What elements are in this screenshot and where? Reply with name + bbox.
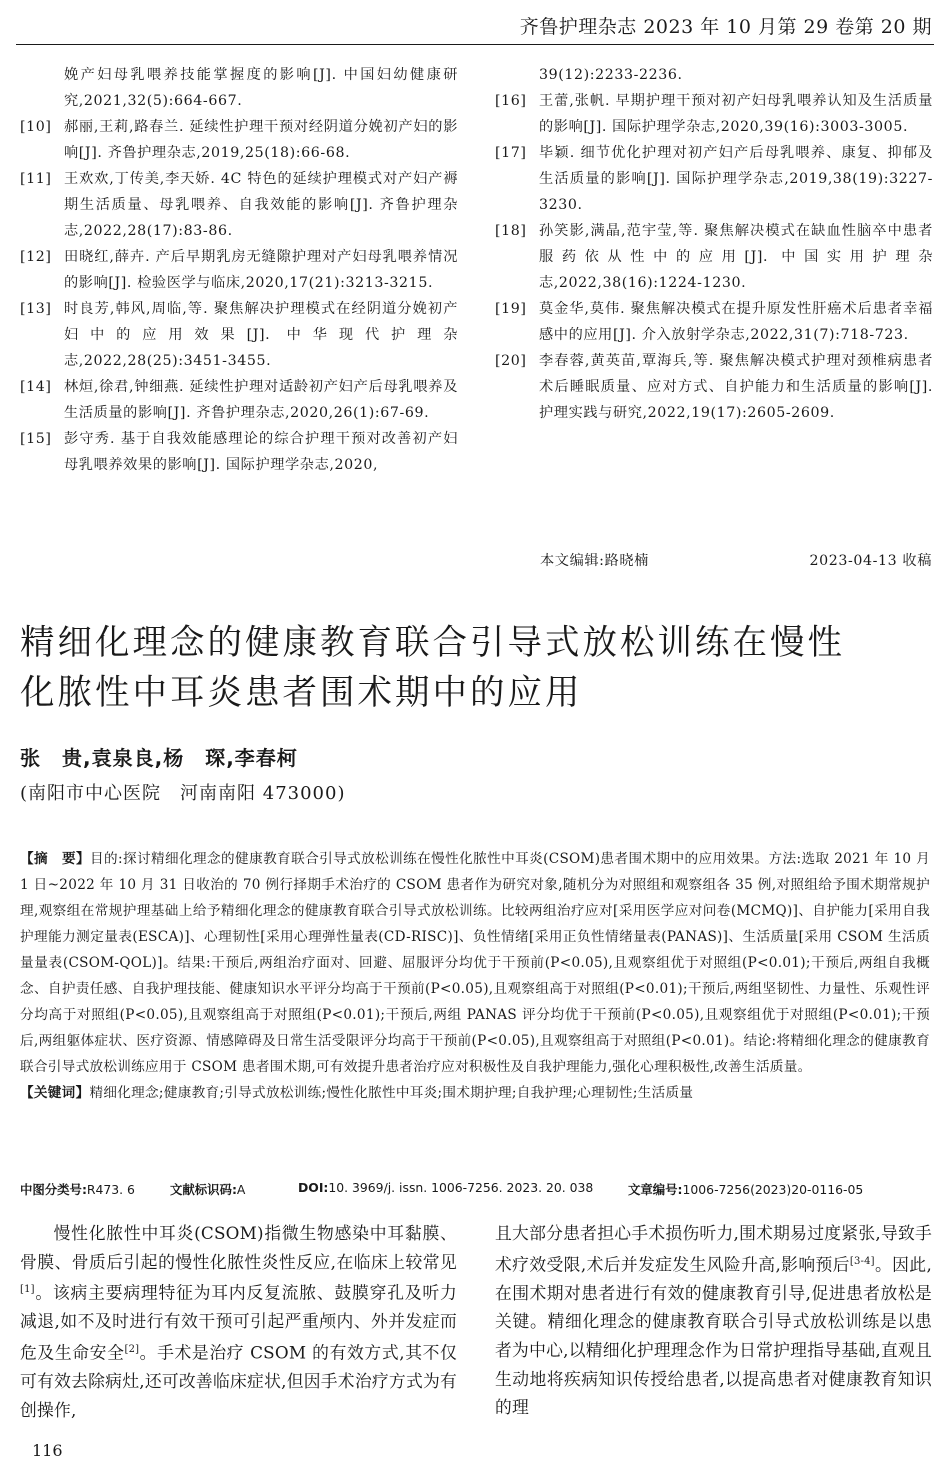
reference-text: 毕颖. 细节优化护理对初产妇产后母乳喂养、康复、抑郁及生活质量的影响[J]. 国际护理学杂志,2019,38(19):3227-3230. bbox=[539, 145, 933, 213]
received-date: 2023-04-13 收稿 bbox=[809, 553, 932, 569]
reference-number: [11] bbox=[20, 171, 52, 187]
body-text-left bbox=[20, 1219, 457, 1424]
reference-text: 李春蓉,黄英苗,覃海兵,等. 聚焦解决模式护理对颈椎病患者术后睡眠质量、应对方式、自护能力和生活质量的影响[J]. 护理实践与研究,2022,19(17):2605-2609. bbox=[539, 353, 933, 421]
reference-number bbox=[20, 62, 64, 114]
reference-item bbox=[20, 62, 458, 114]
abstract-paragraph bbox=[20, 846, 930, 1080]
doi-value: 10. 3969/j. issn. 1006-7256. 2023. 20. 038 bbox=[328, 1180, 594, 1195]
body-left-part-c: 。手术是治疗 CSOM 的有效方式,其不仅可有效去除病灶,还可改善临床症状,但因手术治疗方式为有创操作, bbox=[20, 1342, 458, 1420]
reference-item bbox=[495, 62, 933, 88]
reference-item bbox=[20, 244, 458, 296]
page-number: 116 bbox=[32, 1441, 63, 1460]
reference-text: 王欢欢,丁传美,李天娇. 4C 特色的延续护理模式对产妇产褥期生活质量、母乳喂养、自我效能的影响[J]. 齐鲁护理杂志,2022,28(17):83-86. bbox=[64, 171, 458, 239]
reference-number: [14] bbox=[20, 379, 52, 395]
classification-line bbox=[20, 1180, 930, 1198]
editor-name: 本文编辑:路晓楠 bbox=[540, 553, 649, 569]
references-right-column bbox=[495, 62, 933, 426]
header-rule bbox=[16, 44, 934, 45]
clc-item bbox=[20, 1180, 170, 1198]
abstract-text: 目的:探讨精细化理念的健康教育联合引导式放松训练在慢性化脓性中耳炎(CSOM)患者围术期中的应用效果。方法:选取 2021 年 10 月 1 日~2022 年 10 月 31 日收治的 70 例行择期手术治疗的 CSOM 患者作为研究对象,随机分为对照组和观察组各 35 例,对照组给予围术期常规护理,观察组在常规护理基础上给予精细化理念的健康教育联合引导式放松训练。比较两组治疗应对[采用医学应对问卷(MCMQ)]、自护能力[采用自我护理能力测定量表(ESCA)]、心理韧性[采用心理弹性量表(CD-RISC)]、负性情绪[采用正负性情绪量表(PANAS)]、生活质量[采用 CSOM 生活质量量表(CSOM-QOL)]。结果:干预后,两组治疗面对、回避、屈服评分均优于干预前(P<0.05),且观察组优于对照组(P<0.01);干预后,两组自我概念、自护责任感、自我护理技能、健康知识水平评分均高于干预前(P<0.05),且观察组高于对照组(P<0.01);干预后,两组坚韧性、力量性、乐观性评分均高于对照组(P<0.05),且观察组高于对照组(P<0.01);干预后,两组 PANAS 评分均优于干预前(P<0.05),且观察组优于对照组(P<0.01);干预后,两组躯体症状、医疗资源、情感障碍及日常生活受限评分均高于干预前(P<0.05),且观察组高于对照组(P<0.01)。结论:将精细化理念的健康教育联合引导式放松训练应用于 CSOM 患者围术期,可有效提升患者治疗应对积极性及自我护理能力,强化心理积极性,改善生活质量。 bbox=[20, 851, 931, 1075]
reference-item bbox=[20, 296, 458, 374]
reference-number: [15] bbox=[20, 431, 52, 447]
reference-item bbox=[495, 348, 933, 426]
reference-text: 莫金华,莫伟. 聚焦解决模式在提升原发性肝癌术后患者幸福感中的应用[J]. 介入放射学杂志,2022,31(7):718-723. bbox=[539, 301, 933, 343]
abstract-label: 【摘 要】 bbox=[20, 851, 91, 867]
affiliation: (南阳市中心医院 河南南阳 473000) bbox=[20, 783, 346, 804]
reference-number: [16] bbox=[495, 93, 527, 109]
clc-value: R473. 6 bbox=[86, 1182, 135, 1197]
reference-item bbox=[20, 114, 458, 166]
reference-text: 林烜,徐君,钟细燕. 延续性护理对适龄初产妇产后母乳喂养及生活质量的影响[J]. 齐鲁护理杂志,2020,26(1):67-69. bbox=[64, 379, 458, 421]
reference-number: [12] bbox=[20, 249, 52, 265]
title-line-1: 精细化理念的健康教育联合引导式放松训练在慢性 bbox=[20, 623, 845, 663]
editor-note bbox=[540, 550, 932, 570]
title-line-2: 化脓性中耳炎患者围术期中的应用 bbox=[20, 673, 583, 713]
reference-item bbox=[20, 426, 458, 478]
citation-3-4: [3-4] bbox=[849, 1255, 875, 1267]
reference-text: 田晓红,薛卉. 产后早期乳房无缝隙护理对产妇母乳喂养情况的影响[J]. 检验医学与临床,2020,17(21):3213-3215. bbox=[64, 249, 458, 291]
reference-number bbox=[495, 62, 539, 88]
running-header bbox=[0, 0, 950, 42]
body-right-part-b: 。因此,在围术期对患者进行有效的健康教育引导,促进患者放松是关键。精细化理念的健康教育联合引导式放松训练是以患者为中心,以精细化护理理念作为日常护理指导基础,直观且生动地将疾病知识传授给患者,以提高患者对健康教育知识的理 bbox=[495, 1254, 932, 1418]
doc-code-item bbox=[170, 1180, 298, 1198]
authors: 张 贵,袁泉良,杨 琛,李春柯 bbox=[20, 746, 298, 770]
article-no-label: 文章编号: bbox=[628, 1182, 683, 1197]
reference-text: 39(12):2233-2236. bbox=[539, 67, 683, 83]
clc-label: 中图分类号: bbox=[20, 1182, 87, 1197]
body-right-part-a: 且大部分患者担心手术损伤听力,围术期易过度紧张,导致手术疗效受限,术后并发症发生风险升高,影响预后 bbox=[495, 1223, 932, 1275]
reference-text: 郝丽,王莉,路春兰. 延续性护理干预对经阴道分娩初产妇的影响[J]. 齐鲁护理杂志,2019,25(18):66-68. bbox=[64, 119, 458, 161]
reference-text: 王蕾,张帆. 早期护理干预对初产妇母乳喂养认知及生活质量的影响[J]. 国际护理学杂志,2020,39(16):3003-3005. bbox=[539, 93, 933, 135]
reference-number: [20] bbox=[495, 353, 527, 369]
citation-2: [2] bbox=[124, 1343, 140, 1355]
reference-text: 时良芳,韩风,周临,等. 聚焦解决护理模式在经阴道分娩初产妇中的应用效果[J]. 中华现代护理杂志,2022,28(25):3451-3455. bbox=[64, 301, 458, 369]
reference-item bbox=[20, 166, 458, 244]
reference-number: [19] bbox=[495, 301, 527, 317]
reference-number: [17] bbox=[495, 145, 527, 161]
abstract-block bbox=[20, 846, 930, 1106]
article-no-value: 1006-7256(2023)20-0116-05 bbox=[682, 1182, 864, 1197]
reference-text: 彭守秀. 基于自我效能感理论的综合护理干预对改善初产妇母乳喂养效果的影响[J]. 国际护理学杂志,2020, bbox=[64, 431, 458, 473]
doi-label: DOI: bbox=[298, 1180, 329, 1195]
reference-number: [13] bbox=[20, 301, 52, 317]
reference-item bbox=[20, 374, 458, 426]
reference-text: 孙笑影,满晶,范宇莹,等. 聚焦解决模式在缺血性脑卒中患者服药依从性中的应用[J]. 中国实用护理杂志,2022,38(16):1224-1230. bbox=[539, 223, 933, 291]
reference-number: [10] bbox=[20, 119, 52, 135]
reference-item bbox=[495, 296, 933, 348]
body-text-right bbox=[495, 1219, 932, 1422]
keywords-label: 【关键词】 bbox=[20, 1085, 90, 1101]
keywords-paragraph bbox=[20, 1080, 930, 1106]
citation-1: [1] bbox=[20, 1284, 35, 1296]
keywords-text: 精细化理念;健康教育;引导式放松训练;慢性化脓性中耳炎;围术期护理;自我护理;心理韧性;生活质量 bbox=[89, 1085, 694, 1101]
reference-item bbox=[495, 88, 933, 140]
article-no-item bbox=[628, 1180, 863, 1198]
reference-item bbox=[495, 218, 933, 296]
references-left-column bbox=[20, 62, 458, 478]
doc-code-value: A bbox=[236, 1182, 246, 1197]
doc-code-label: 文献标识码: bbox=[170, 1182, 237, 1197]
reference-text: 娩产妇母乳喂养技能掌握度的影响[J]. 中国妇幼健康研究,2021,32(5):664-667. bbox=[64, 67, 458, 109]
reference-number: [18] bbox=[495, 223, 527, 239]
article-title bbox=[20, 618, 930, 718]
body-left-part-a: 慢性化脓性中耳炎(CSOM)指微生物感染中耳黏膜、骨膜、骨质后引起的慢性化脓性炎性反应,在临床上较常见 bbox=[20, 1223, 457, 1272]
body-left-part-b: 。该病主要病理特征为耳内反复流脓、鼓膜穿孔及听力减退,如不及时进行有效干预可引起严重颅内、外并发症而危及生命安全 bbox=[20, 1282, 457, 1363]
journal-issue-line: 齐鲁护理杂志 2023 年 10 月第 29 卷第 20 期 bbox=[519, 16, 932, 38]
doi-item bbox=[298, 1180, 628, 1198]
reference-item bbox=[495, 140, 933, 218]
